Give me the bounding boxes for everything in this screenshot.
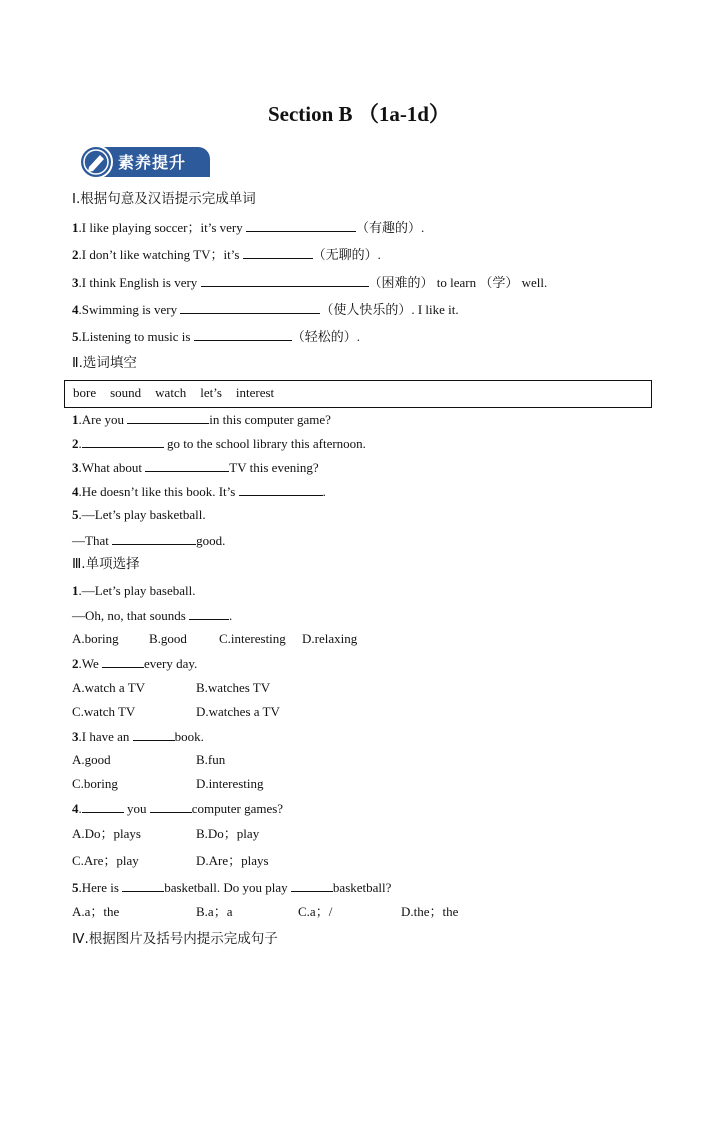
answer-blank[interactable] (145, 459, 229, 472)
part2-item-3: 3.What about TV this evening? (72, 460, 319, 475)
q5-stem: 5.Here is basketball. Do you play basketball? (72, 880, 392, 895)
option[interactable]: B.Do；play (196, 826, 260, 841)
option[interactable]: A.watch a TV (72, 680, 146, 695)
part3-heading: Ⅲ.单项选择 (72, 556, 140, 572)
option[interactable]: C.a；/ (298, 904, 333, 919)
word-bank (73, 385, 288, 401)
part1-item-4: 4.Swimming is very （使人快乐的）. I like it. (72, 302, 459, 317)
option[interactable]: B.a；a (196, 904, 233, 919)
part2-item-5-reply: —That good. (72, 533, 226, 548)
answer-blank[interactable] (291, 879, 333, 892)
part1-heading: Ⅰ.根据句意及汉语提示完成单词 (72, 191, 256, 207)
q1-reply: —Oh, no, that sounds . (72, 608, 233, 623)
option[interactable]: C.interesting (219, 631, 286, 646)
page-title: Section B （1a-1d） (267, 102, 450, 126)
answer-blank[interactable] (189, 607, 229, 620)
q3-options-row2 (72, 776, 492, 792)
part1-item-3: 3.I think English is very （困难的） to learn （学） well. (72, 275, 548, 290)
option[interactable]: C.boring (72, 776, 118, 791)
answer-blank[interactable] (122, 879, 164, 892)
option[interactable]: D.relaxing (302, 631, 358, 646)
option[interactable]: A.good (72, 752, 111, 767)
q2-options-row2 (72, 704, 492, 720)
q2-options-row1 (72, 680, 492, 696)
answer-blank[interactable] (102, 655, 144, 668)
badge-label: 素养提升 (118, 153, 187, 172)
option[interactable]: C.Are；play (72, 853, 139, 868)
option[interactable]: A.boring (72, 631, 119, 646)
word-bank-word: bore (73, 385, 97, 400)
word-bank-box (64, 380, 652, 408)
option[interactable]: B.fun (196, 752, 226, 767)
q3-options-row1 (72, 752, 492, 768)
word-bank-word: watch (155, 385, 187, 400)
answer-blank[interactable] (243, 246, 313, 259)
part2-item-4: 4.He doesn’t like this book. It’s . (72, 484, 326, 499)
option[interactable]: D.the；the (401, 904, 459, 919)
q4-stem: 4. you computer games? (72, 801, 284, 816)
answer-blank[interactable] (82, 435, 164, 448)
q4-options-row2 (72, 853, 492, 869)
part4-heading: Ⅳ.根据图片及括号内提示完成句子 (72, 931, 278, 947)
answer-blank[interactable] (239, 483, 323, 496)
q1-stem: 1.—Let’s play baseball. (72, 583, 196, 598)
option[interactable]: C.watch TV (72, 704, 136, 719)
answer-blank[interactable] (194, 328, 292, 341)
answer-blank[interactable] (201, 274, 369, 287)
answer-blank[interactable] (112, 532, 196, 545)
part1-item-1: 1.I like playing soccer；it’s very （有趣的）. (72, 220, 425, 235)
q2-stem: 2.We every day. (72, 656, 198, 671)
option[interactable]: D.watches a TV (196, 704, 280, 719)
answer-blank[interactable] (150, 800, 192, 813)
answer-blank[interactable] (82, 800, 124, 813)
word-bank-word: let’s (200, 385, 222, 400)
option[interactable]: B.watches TV (196, 680, 271, 695)
q3-stem: 3.I have an book. (72, 729, 204, 744)
part2-item-1: 1.Are you in this computer game? (72, 412, 331, 427)
option[interactable]: A.a；the (72, 904, 120, 919)
option[interactable]: B.good (149, 631, 187, 646)
part2-item-5: 5.—Let’s play basketball. (72, 507, 206, 522)
q4-options-row1 (72, 826, 492, 842)
part1-item-2: 2.I don’t like watching TV；it’s （无聊的）. (72, 247, 381, 262)
answer-blank[interactable] (127, 411, 209, 424)
part2-heading: Ⅱ.选词填空 (72, 355, 137, 371)
option[interactable]: A.Do；plays (72, 826, 141, 841)
part1-item-5: 5.Listening to music is （轻松的）. (72, 329, 360, 344)
part2-item-2: 2. go to the school library this afternoon. (72, 436, 366, 451)
word-bank-word: interest (235, 385, 275, 400)
answer-blank[interactable] (133, 728, 175, 741)
answer-blank[interactable] (246, 219, 356, 232)
q1-options (72, 631, 492, 647)
option[interactable]: D.interesting (196, 776, 264, 791)
option[interactable]: D.Are；plays (196, 853, 269, 868)
section-badge (76, 145, 212, 179)
answer-blank[interactable] (180, 301, 320, 314)
q5-options (72, 904, 532, 920)
word-bank-word: sound (110, 385, 142, 400)
